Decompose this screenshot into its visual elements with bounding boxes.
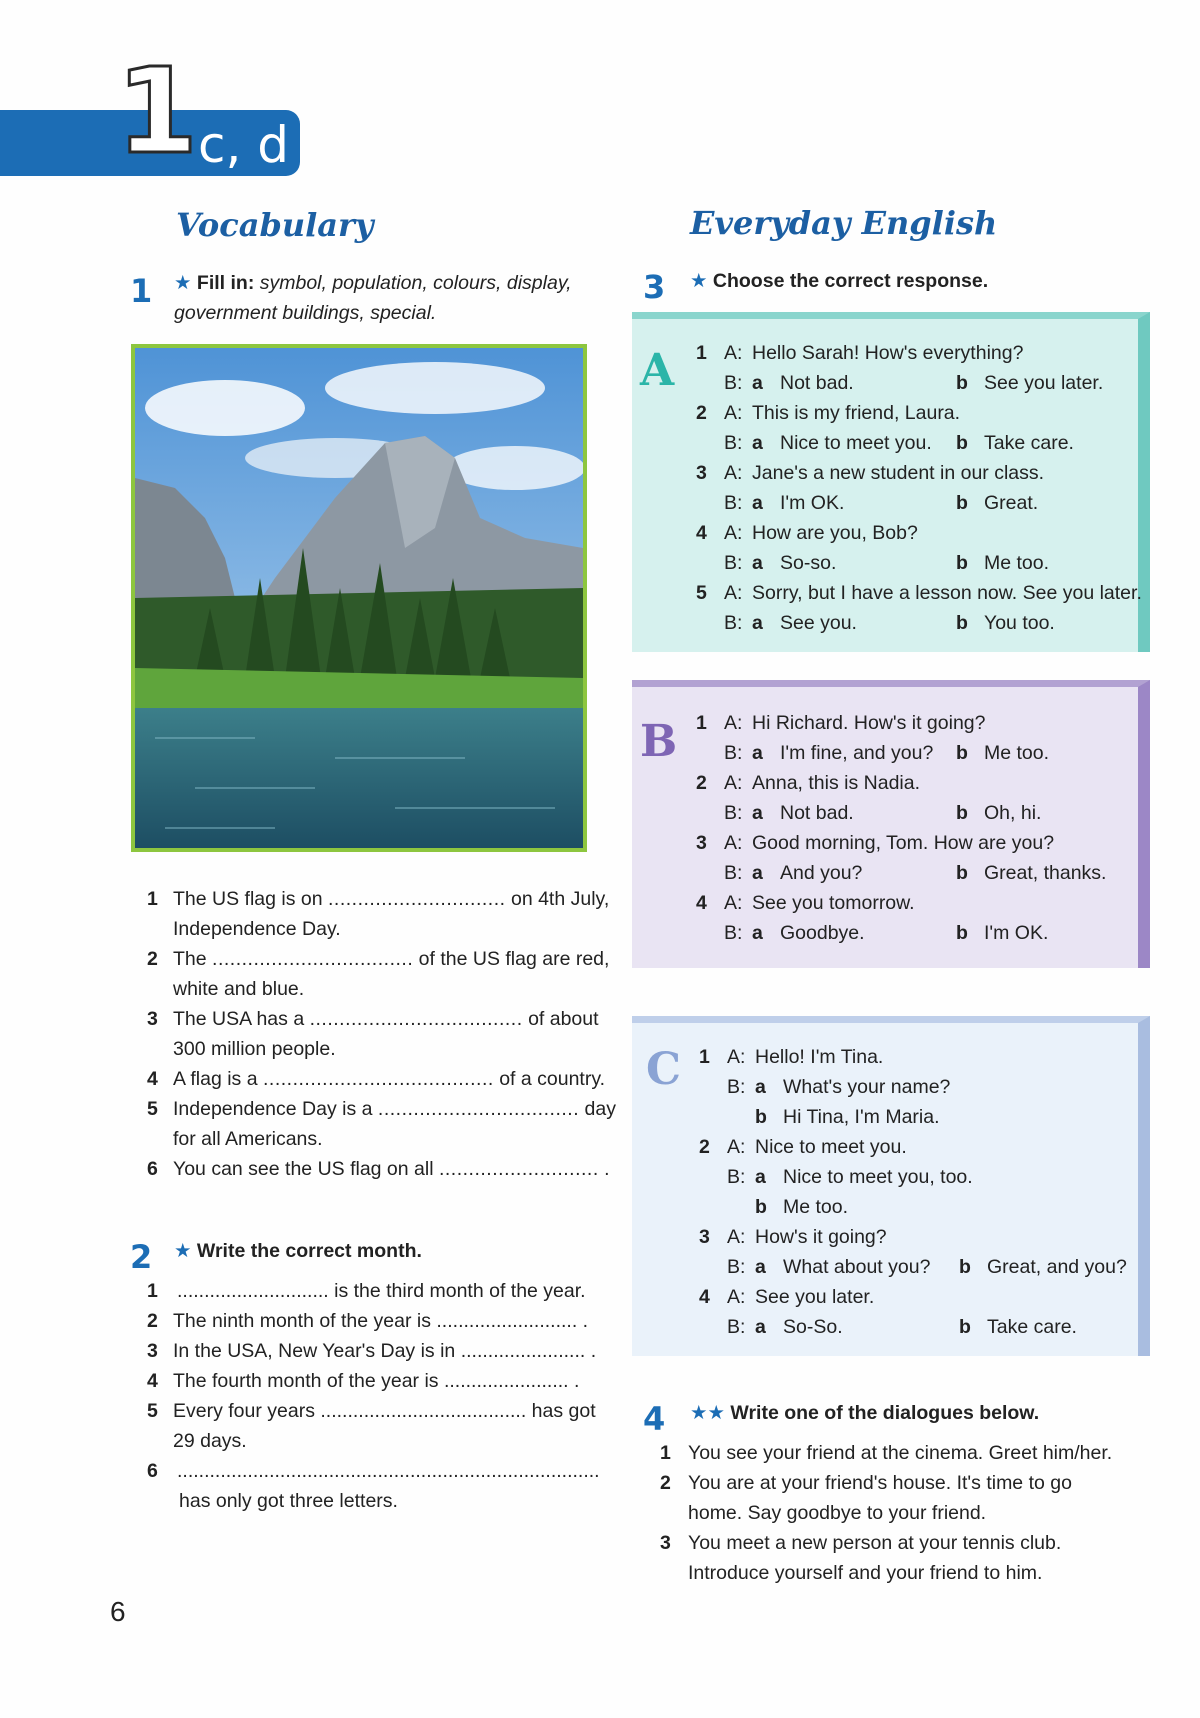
vocabulary-title: Vocabulary xyxy=(176,206,374,244)
list-item-continuation: 300 million people. xyxy=(173,1038,336,1060)
exercise-1-instruction: ★ Fill in: symbol, population, colours, display, government buildings, special. xyxy=(174,272,572,324)
dialogue-answer-a: B: a Not bad. xyxy=(724,802,854,824)
exercise-3-number: 3 xyxy=(643,268,666,306)
star-icon: ★★ xyxy=(690,1402,725,1424)
list-item: 6 You can see the US flag on all ........................... . xyxy=(147,1158,610,1180)
dialogue-answer-a: B: a What about you? xyxy=(727,1256,931,1278)
dialogue-answer-a: B: a Nice to meet you. xyxy=(724,432,932,454)
exercise-4-number: 4 xyxy=(643,1400,666,1438)
exercise-2-number: 2 xyxy=(130,1238,153,1276)
dialogue-answer-b: b Hi Tina, I'm Maria. xyxy=(755,1106,940,1128)
dialogue-answer-a: B: a So-so. xyxy=(724,552,837,574)
dialogue-answer-a: B: a And you? xyxy=(724,862,863,884)
dialogue-answer-b: b Oh, hi. xyxy=(956,802,1042,824)
dialogue-answer-a: B: a Goodbye. xyxy=(724,922,865,944)
list-item: 2 You are at your friend's house. It's time to go xyxy=(660,1472,1072,1494)
list-item-continuation: home. Say goodbye to your friend. xyxy=(688,1502,987,1524)
dialogue-question: 3 A: How's it going? xyxy=(699,1226,887,1248)
dialogue-question: 2 A: Nice to meet you. xyxy=(699,1136,907,1158)
list-item: 3 The USA has a .................................... of about xyxy=(147,1008,599,1030)
list-item: 3 You meet a new person at your tennis club. xyxy=(660,1532,1062,1554)
list-item: 4 The fourth month of the year is ....................... . xyxy=(147,1370,580,1392)
dialogue-answer-b: b See you later. xyxy=(956,372,1104,394)
dialogue-question: 5 A: Sorry, but I have a lesson now. See you later. xyxy=(696,582,1142,604)
list-item: 5 Independence Day is a .................................. day xyxy=(147,1098,616,1120)
list-item: 1 The US flag is on .............................. on 4th July, xyxy=(147,888,610,910)
mountain-lake-photo xyxy=(131,344,587,852)
exercise-3-instruction: ★ Choose the correct response. xyxy=(690,270,989,292)
dialogue-answer-b: b Me too. xyxy=(755,1196,849,1218)
dialogue-question: 3 A: Good morning, Tom. How are you? xyxy=(696,832,1055,854)
list-item: 4 A flag is a ....................................... of a country. xyxy=(147,1068,606,1090)
star-icon: ★ xyxy=(174,272,192,294)
list-item: 1 You see your friend at the cinema. Greet him/her. xyxy=(660,1442,1113,1464)
dialogue-question: 4 A: See you later. xyxy=(699,1286,875,1308)
dialogue-answer-b: b Me too. xyxy=(956,552,1050,574)
dialogue-question: 4 A: See you tomorrow. xyxy=(696,892,915,914)
dialogue-answer-b: b You too. xyxy=(956,612,1055,634)
dialogue-answer-a: B: a I'm fine, and you? xyxy=(724,742,934,764)
dialogue-answer-b: b Take care. xyxy=(956,432,1074,454)
list-item: 1 ............................ is the third month of the year. xyxy=(147,1280,586,1302)
dialogue-answer-b: b Great. xyxy=(956,492,1039,514)
dialogue-question: 1 A: Hi Richard. How's it going? xyxy=(696,712,986,734)
dialogue-answer-a: B: a Not bad. xyxy=(724,372,854,394)
box-letter-a: A xyxy=(640,345,675,396)
list-item-continuation: Independence Day. xyxy=(173,918,341,940)
everyday-english-title: Everyday English xyxy=(690,204,998,242)
dialogue-answer-b: b Great, and you? xyxy=(959,1256,1127,1278)
unit-letters: c, d xyxy=(198,116,290,174)
list-item-continuation: for all Americans. xyxy=(173,1128,323,1150)
dialogue-answer-a: B: a I'm OK. xyxy=(724,492,845,514)
dialogue-question: 4 A: How are you, Bob? xyxy=(696,522,918,544)
unit-number: 1 xyxy=(116,42,199,180)
dialogue-answer-b: b Great, thanks. xyxy=(956,862,1107,884)
dialogue-answer-a: B: a See you. xyxy=(724,612,857,634)
star-icon: ★ xyxy=(690,270,708,292)
dialogue-answer-b: b I'm OK. xyxy=(956,922,1049,944)
list-item: 2 The .................................. of the US flag are red, xyxy=(147,948,610,970)
list-item-continuation: has only got three letters. xyxy=(179,1490,398,1512)
star-icon: ★ xyxy=(174,1240,192,1262)
dialogue-question: 2 A: This is my friend, Laura. xyxy=(696,402,961,424)
dialogue-answer-a: B: a What's your name? xyxy=(727,1076,951,1098)
list-item: 2 The ninth month of the year is .......................... . xyxy=(147,1310,589,1332)
box-letter-c: C xyxy=(646,1044,682,1095)
dialogue-question: 3 A: Jane's a new student in our class. xyxy=(696,462,1045,484)
list-item-continuation: Introduce yourself and your friend to him. xyxy=(688,1562,1043,1584)
list-item: 6 .............................................................................. xyxy=(147,1460,600,1482)
list-item-continuation: 29 days. xyxy=(173,1430,247,1452)
list-item: 3 In the USA, New Year's Day is in ....................... . xyxy=(147,1340,597,1362)
list-item: 5 Every four years ...................................... has got xyxy=(147,1400,596,1422)
dialogue-question: 1 A: Hello! I'm Tina. xyxy=(699,1046,884,1068)
page-number: 6 xyxy=(110,1596,126,1627)
list-item-continuation: white and blue. xyxy=(173,978,305,1000)
dialogue-answer-a: B: a Nice to meet you, too. xyxy=(727,1166,973,1188)
exercise-4-instruction: ★★ Write one of the dialogues below. xyxy=(690,1402,1040,1424)
dialogue-answer-a: B: a So-So. xyxy=(727,1316,843,1338)
dialogue-question: 1 A: Hello Sarah! How's everything? xyxy=(696,342,1024,364)
exercise-2-instruction: ★ Write the correct month. xyxy=(174,1240,422,1262)
dialogue-answer-b: b Me too. xyxy=(956,742,1050,764)
dialogue-answer-b: b Take care. xyxy=(959,1316,1077,1338)
dialogue-question: 2 A: Anna, this is Nadia. xyxy=(696,772,921,794)
box-letter-b: B xyxy=(640,716,678,767)
exercise-1-number: 1 xyxy=(130,272,153,310)
